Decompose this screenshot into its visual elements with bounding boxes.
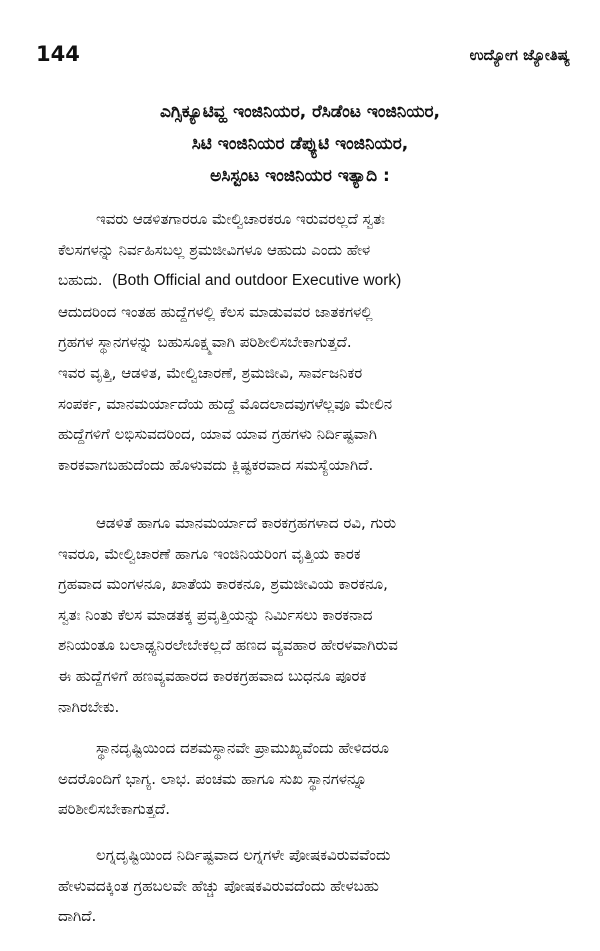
paragraph-3 — [58, 733, 572, 825]
text-line: ಲಗ್ನದೃಷ್ಟಿಯಿಂದ ನಿರ್ದಿಷ್ಟವಾದ ಲಗ್ನಗಳೇ ಪೋಷಕವಿರುವವೆಂದು — [96, 846, 391, 864]
text-line: ಇವರ ವೃತ್ತಿ, ಆಡಳಿತ, ಮೇಲ್ವಿಚಾರಣೆ, ಶ್ರಮಜೀವಿ, ಸಾರ್ವಜನಿಕರ — [58, 363, 363, 382]
text-line: ಹುದ್ದೆಗಳಿಗೆ ಲಭಿಸುವದರಿಂದ, ಯಾವ ಯಾವ ಗ್ರಹಗಳು ನಿರ್ದಿಷ್ಟವಾಗಿ — [58, 425, 377, 444]
page-header — [36, 42, 570, 72]
running-title: ಉದ್ಯೋಗ ಜ್ಯೋತಿಷ್ಯ — [469, 46, 570, 64]
text-line: ಶನಿಯಂತೂ ಬಲಾಢ್ಯನಿರಲೇಬೇಕಲ್ಲದೆ ಹಣದ ವ್ಯವಹಾರ ಹೇರಳವಾಗಿರುವ — [58, 636, 398, 655]
text-line: ಈ ಹುದ್ದೆಗಳಿಗೆ ಹಣವ್ಯವಹಾರದ ಕಾರಕಗ್ರಹವಾದ ಬುಧನೂ ಪೂರಕ — [58, 666, 367, 685]
text-line: ಇವರು ಆಡಳಿತಗಾರರೂ ಮೇಲ್ವಿಚಾರಕರೂ ಇರುವರಲ್ಲದೆ ಸ್ವತಃ — [96, 210, 385, 228]
paragraph-2 — [58, 508, 572, 722]
text-line: ಇವರೂ, ಮೇಲ್ವಿಚಾರಣೆ ಹಾಗೂ ಇಂಜಿನಿಯರಿಂಗ ವೃತ್ತಿಯ ಕಾರಕ — [58, 544, 361, 563]
section-heading — [20, 96, 580, 192]
text-line: ಸ್ಥಾನದೃಷ್ಟಿಯಿಂದ ದಶಮಸ್ಥಾನವೇ ಪ್ರಾಮುಖ್ಯವೆಂದು ಹೇಳಿದರೂ — [96, 739, 390, 757]
text-line: ಆಡಳಿತೆ ಹಾಗೂ ಮಾನಮರ್ಯಾದೆ ಕಾರಕಗ್ರಹಗಳಾದ ರವಿ, ಗುರು — [96, 514, 397, 532]
english-gloss: (Both Official and outdoor Executive work) — [112, 272, 402, 290]
text-line: ಗ್ರಹಗಳ ಸ್ಥಾನಗಳನ್ನು ಬಹುಸೂಕ್ಷ್ಮವಾಗಿ ಪರಿಶೀಲಿಸಬೇಕಾಗುತ್ತದೆ. — [58, 333, 352, 352]
page-number: 144 — [36, 42, 80, 66]
text-line: ಕಾರಕವಾಗಬಹುದೆಂದು ಹೊಳುವದು ಕ್ಲಿಷ್ಟಕರವಾದ ಸಮಸ್ಯೆಯಾಗಿದೆ. — [58, 455, 374, 474]
heading-line: ಎಗ್ಸಿಕ್ಯೂಟಿವ್ಹ ಇಂಜಿನಿಯರ, ರೆಸಿಡೆಂಟ ಇಂಜಿನಿಯರ, — [160, 102, 440, 122]
text-line: ಹೇಳುವದಕ್ಕಿಂತ ಗ್ರಹಬಲವೇ ಹೆಚ್ಚು ಪೋಷಕವಿರುವದೆಂದು ಹೇಳಬಹು — [58, 876, 379, 895]
text-line: ಅದರೊಂದಿಗೆ ಭಾಗ್ಯ. ಲಾಭ. ಪಂಚಮ ಹಾಗೂ ಸುಖ ಸ್ಥಾನಗಳನ್ನೂ — [58, 769, 367, 788]
text-line: ಸ್ವತಃ ನಿಂತು ಕೆಲಸ ಮಾಡತಕ್ಕ ಪ್ರವೃತ್ತಿಯನ್ನು ನಿರ್ಮಿಸಲು ಕಾರಕನಾದ — [58, 605, 373, 624]
text-fragment: ಬಹುದು. — [58, 271, 103, 290]
text-line: ನಾಗಿರಬೇಕು. — [58, 697, 120, 716]
paragraph-4 — [58, 840, 572, 932]
text-line: ಪರಿಶೀಲಿಸಬೇಕಾಗುತ್ತದೆ. — [58, 800, 170, 819]
text-line: ಸಂಪರ್ಕ, ಮಾನಮರ್ಯಾದೆಯ ಹುದ್ದೆ ಮೊದಲಾದವುಗಳೆಲ್ಲವೂ ಮೇಲಿನ — [58, 394, 393, 413]
text-line: ಕೆಲಸಗಳನ್ನು ನಿರ್ವಹಿಸಬಲ್ಲ ಶ್ರಮಜೀವಿಗಳೂ ಆಹುದು ಎಂದು ಹೇಳ — [58, 240, 371, 259]
text-line: ಗ್ರಹವಾದ ಮಂಗಳನೂ, ಖಾತೆಯ ಕಾರಕನೂ, ಶ್ರಮಜೀವಿಯ ಕಾರಕನೂ, — [58, 575, 388, 594]
heading-line: ಸಿಟಿ ಇಂಜಿನಿಯರ ಡೆಪ್ಯುಟಿ ಇಂಜಿನಿಯರ, — [191, 134, 409, 154]
heading-line: ಅಸಿಸ್ಟಂಟ ಇಂಜಿನಿಯರ ಇತ್ಯಾದಿ : — [210, 166, 390, 186]
text-line: ಆದುದರಿಂದ ಇಂತಹ ಹುದ್ದೆಗಳಲ್ಲಿ ಕೆಲಸ ಮಾಡುವವರ ಜಾತಕಗಳಲ್ಲಿ — [58, 302, 373, 321]
text-line: ದಾಗಿದೆ. — [58, 907, 97, 926]
text-line-mixed — [58, 265, 572, 297]
paragraph-1 — [58, 204, 572, 480]
